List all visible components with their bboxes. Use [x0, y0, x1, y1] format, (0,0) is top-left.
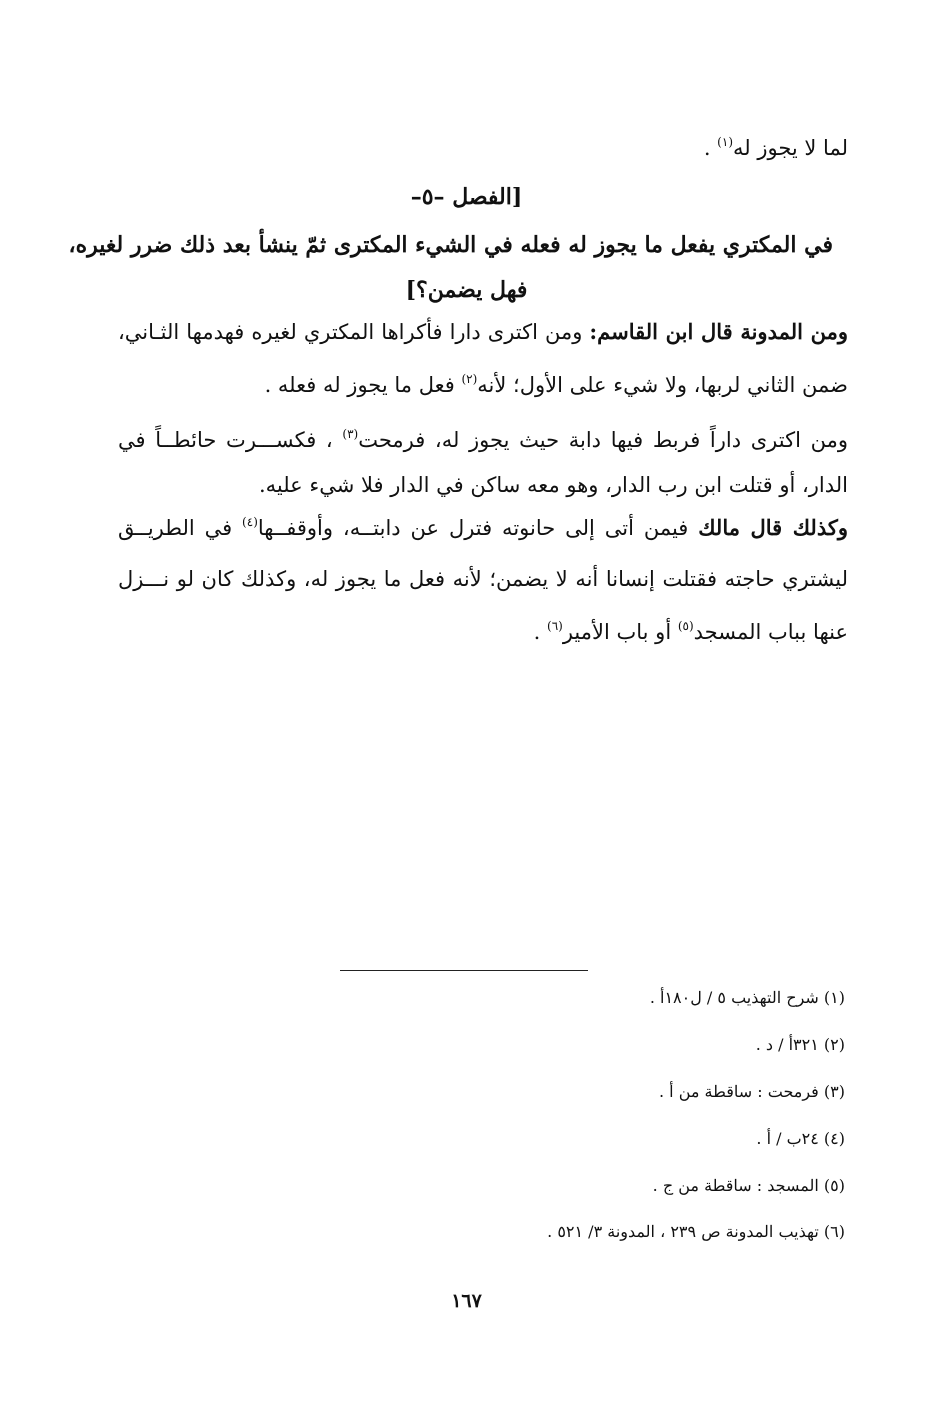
body-text-end: . — [703, 136, 718, 160]
para1-line-1 — [118, 317, 848, 347]
footnote-3: (٣) فرمحت : ساقطة من أ . — [659, 1082, 845, 1101]
para2-text-1a: ومن اكترى داراً فربط فيها دابة حيث يجوز له، فرمحت — [358, 428, 848, 452]
para3-text-1: فيمن أتى إلى حانوته فترل عن دابتــه، وأوقفــها — [257, 516, 699, 540]
para3-lead: وكذلك قال مالك — [698, 515, 848, 540]
page-number: ١٦٧ — [451, 1290, 482, 1312]
footnote-4: (٤) ٢٤ب / أ . — [756, 1129, 845, 1148]
para2-line-2: الدار، أو قتلت ابن رب الدار، وهو معه ساكن في الدار فلا شيء عليه. — [258, 473, 848, 497]
footnote-separator — [340, 970, 588, 971]
body-line-1 — [118, 133, 848, 163]
footnote-ref-2: (٢) — [461, 372, 478, 386]
footnote-ref-3: (٣) — [342, 427, 359, 441]
para3-text-1-end: في الطريــق — [118, 516, 243, 540]
para2-line-1 — [118, 425, 848, 455]
chapter-subtitle-line-2: فهل يضمن؟] — [405, 277, 528, 303]
footnote-5: (٥) المسجد : ساقطة من ج . — [652, 1176, 845, 1195]
footnote-6: (٦) تهذيب المدونة ص ٢٣٩ ، المدونة ٣/ ٥٢١ . — [547, 1222, 845, 1241]
para3-line-3 — [118, 617, 848, 647]
footnote-ref-6: (٦) — [547, 619, 563, 633]
footnote-ref-4: (٤) — [242, 515, 258, 529]
footnote-2: (٢) ٣٢١أ / د . — [755, 1035, 845, 1054]
footnote-ref-1: (١) — [717, 135, 733, 149]
para1-lead: ومن المدونة قال ابن القاسم: — [589, 319, 849, 344]
footnote-ref-5: (٥) — [677, 619, 694, 633]
para1-text: ومن اكترى دارا فأكراها المكتري لغيره فهدمها الثـاني، — [118, 320, 590, 344]
para3-line-2: ليشتري حاجته فقتلت إنسانا أنه لا يضمن؛ لأنه فعل ما يجوز له، وكذلك كان لو نـــزل — [118, 567, 848, 591]
chapter-title: [الفصل –٥– — [410, 184, 523, 210]
para1-line-2 — [118, 370, 848, 400]
para1-text-2a: ضمن الثاني لربها، ولا شيء على الأول؛ لأنه — [477, 373, 848, 397]
para3-text-3a: عنها بباب المسجد — [693, 620, 848, 644]
footnote-1: (١) شرح التهذيب ٥ / ل١٨٠أ . — [649, 988, 845, 1007]
body-text: لما لا يجوز له — [733, 136, 848, 160]
para1-text-2b: فعل ما يجوز له فعله . — [264, 373, 462, 397]
para3-text-3-end: . — [533, 620, 547, 644]
para2-text-1b: ، فكســـرت حائطــاً في — [118, 428, 343, 452]
para3-text-3b: أو باب الأمير — [562, 620, 678, 644]
chapter-subtitle-line-1: في المكتري يفعل ما يجوز له فعله في الشيء المكترى ثمّ ينشأ بعد ذلك ضرر لغيره، — [68, 232, 833, 258]
para3-line-1 — [118, 513, 848, 543]
